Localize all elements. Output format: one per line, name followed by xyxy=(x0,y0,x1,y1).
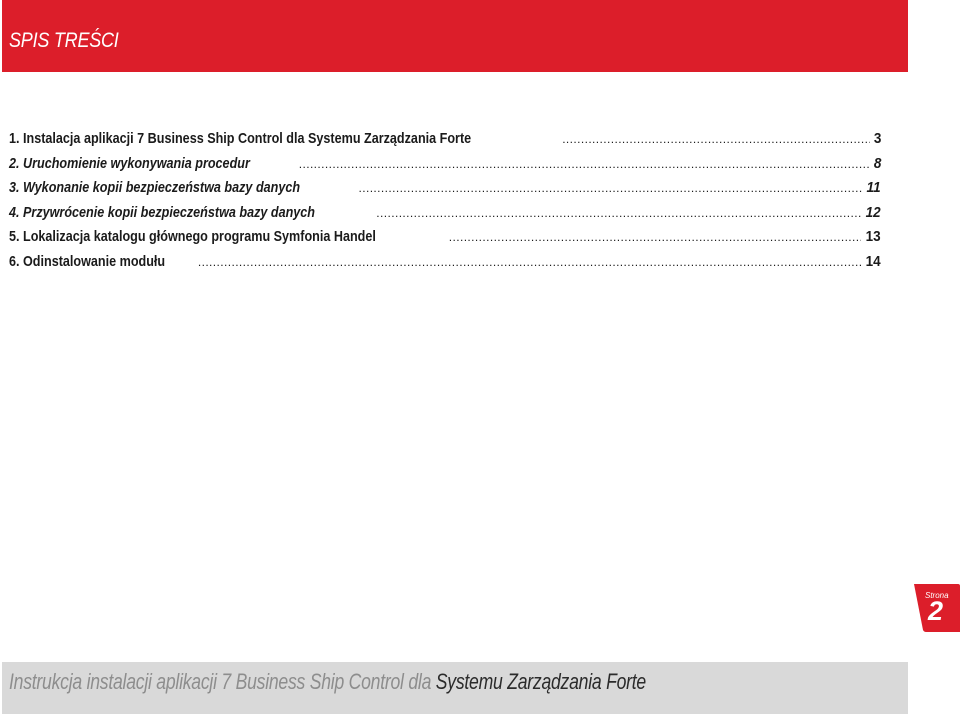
toc-entry-label: 2. Uruchomienie wykonywania procedur xyxy=(9,154,250,172)
toc-dot-leader xyxy=(198,255,861,269)
toc-entry-2[interactable] xyxy=(9,155,881,180)
footer-title-part1: Instrukcja instalacji aplikacji 7 Business Ship Control dla xyxy=(9,669,436,694)
toc-entry-3[interactable] xyxy=(9,179,881,204)
toc-entry-4[interactable] xyxy=(9,204,881,229)
toc-entry-label: 1. Instalacja aplikacji 7 Business Ship Control dla Systemu Zarządzania Forte xyxy=(9,130,472,147)
footer-title-part2: Systemu Zarządzania Forte xyxy=(435,669,646,694)
page-number: 2 xyxy=(928,596,944,626)
toc-entry-label: 4. Przywrócenie kopii bezpieczeństwa bazy danych xyxy=(9,203,316,221)
toc-entry-label: 5. Lokalizacja katalogu głównego programu Symfonia Handel xyxy=(9,228,376,246)
toc-dot-leader xyxy=(299,157,870,171)
toc-entry-page: 3 xyxy=(873,130,881,147)
page-number-label: Strona xyxy=(925,591,949,600)
toc-entry-page: 11 xyxy=(866,179,881,197)
toc-entry-6[interactable] xyxy=(9,253,881,278)
footer-title xyxy=(9,669,646,695)
toc-entry-label: 3. Wykonanie kopii bezpieczeństwa bazy danych xyxy=(9,179,301,197)
toc-entry-label: 6. Odinstalowanie modułu xyxy=(9,252,166,270)
toc-entry-page: 12 xyxy=(865,203,881,221)
toc-entry-page: 8 xyxy=(873,154,881,172)
toc-dot-leader xyxy=(449,230,862,244)
toc-dot-leader xyxy=(376,206,861,220)
header-band xyxy=(2,0,908,72)
table-of-contents xyxy=(9,130,881,278)
toc-dot-leader xyxy=(562,132,869,146)
toc-dot-leader xyxy=(359,181,863,195)
page-title: SPIS TREŚCI xyxy=(9,29,119,52)
toc-entry-page: 13 xyxy=(865,228,881,246)
toc-entry-5[interactable] xyxy=(9,228,881,253)
toc-entry-1[interactable] xyxy=(9,130,881,155)
toc-entry-page: 14 xyxy=(865,252,881,270)
